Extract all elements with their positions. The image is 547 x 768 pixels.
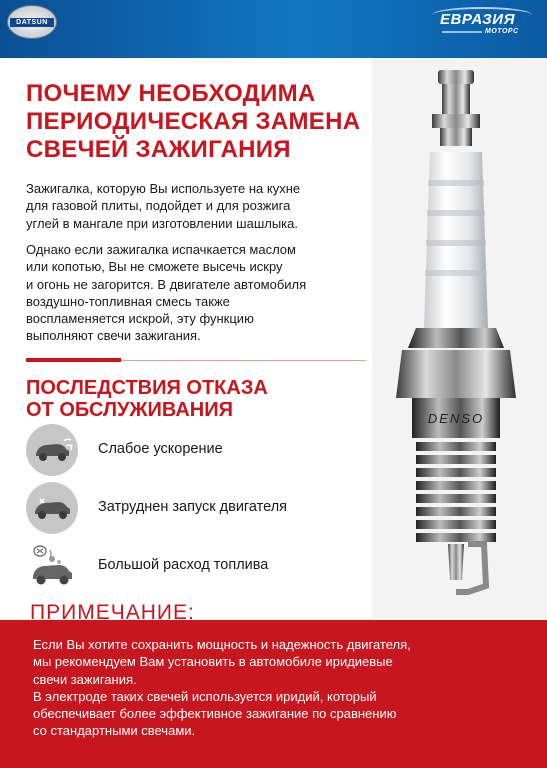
note-text	[33, 636, 523, 740]
consequence-item	[26, 540, 346, 600]
intro-line: или копотью, Вы не сможете высечь искру	[26, 259, 283, 275]
intro-paragraph-1	[26, 180, 371, 232]
intro-paragraph-2	[26, 241, 371, 345]
intro-line: Зажигалка, которую Вы используете на кухне	[26, 181, 301, 196]
consequences-title	[26, 377, 346, 421]
consequence-label: Затруднен запуск двигателя	[98, 499, 288, 515]
eurasia-logo-sub: МОТОРС	[485, 28, 519, 35]
note-line: Если Вы хотите сохранить мощность и надежность двигателя,	[33, 637, 411, 652]
intro-line: Однако если зажигалка испачкается маслом	[26, 242, 296, 257]
datsun-logo	[7, 5, 57, 39]
divider-line	[121, 360, 366, 361]
intro-line: для газовой плиты, подойдет и для розжига	[26, 198, 291, 214]
car-fuel-icon	[26, 540, 78, 592]
title-line: ПЕРИОДИЧЕСКАЯ ЗАМЕНА	[26, 108, 361, 135]
consequences-title-line: ПОСЛЕДСТВИЯ ОТКАЗА	[26, 377, 268, 399]
note-title: ПРИМЕЧАНИЕ:	[30, 601, 195, 624]
title-line: СВЕЧЕЙ ЗАЖИГАНИЯ	[26, 136, 291, 163]
car-no-start-icon	[26, 482, 78, 534]
intro-line: и огонь не загорится. В двигателе автомобиля	[26, 276, 307, 292]
note-line: мы рекомендуем Вам установить в автомобиле иридиевые	[33, 654, 393, 670]
divider-accent	[26, 358, 121, 362]
consequence-label: Слабое ускорение	[98, 441, 223, 457]
plug-brand-text: DENSO	[427, 411, 485, 426]
intro-line: воспламеняется искрой, эту функцию	[26, 311, 254, 327]
logo-swoosh-icon	[432, 7, 532, 23]
consequence-label: Большой расход топлива	[98, 557, 269, 573]
note-line: обеспечивает более эффективное зажигание по сравнению	[33, 706, 397, 722]
consequence-item	[26, 482, 346, 542]
logo-fineline	[442, 31, 482, 33]
spark-plug-image	[372, 58, 547, 618]
slow-car-icon	[26, 424, 78, 476]
note-line: В электроде таких свечей используется иридий, который	[33, 688, 377, 704]
consequence-item	[26, 424, 346, 484]
datsun-logo-text: DATSUN	[10, 18, 54, 27]
intro-line: воздушно-топливная смесь также	[26, 293, 230, 309]
note-line: свечи зажигания.	[33, 671, 137, 687]
page-title	[26, 80, 386, 164]
intro-line: углей в мангале при изготовлении шашлыка.	[26, 215, 298, 231]
section-divider	[26, 358, 366, 363]
header-bar	[0, 0, 547, 58]
eurasia-logo-name: ЕВРАЗИЯ	[440, 11, 516, 28]
intro-line: выполняют свечи зажигания.	[26, 328, 201, 344]
consequences-title-line: ОТ ОБСЛУЖИВАНИЯ	[26, 399, 233, 421]
note-line: со стандартными свечами.	[33, 723, 196, 739]
title-line: ПОЧЕМУ НЕОБХОДИМА	[26, 80, 316, 107]
eurasia-motors-logo	[440, 11, 525, 47]
